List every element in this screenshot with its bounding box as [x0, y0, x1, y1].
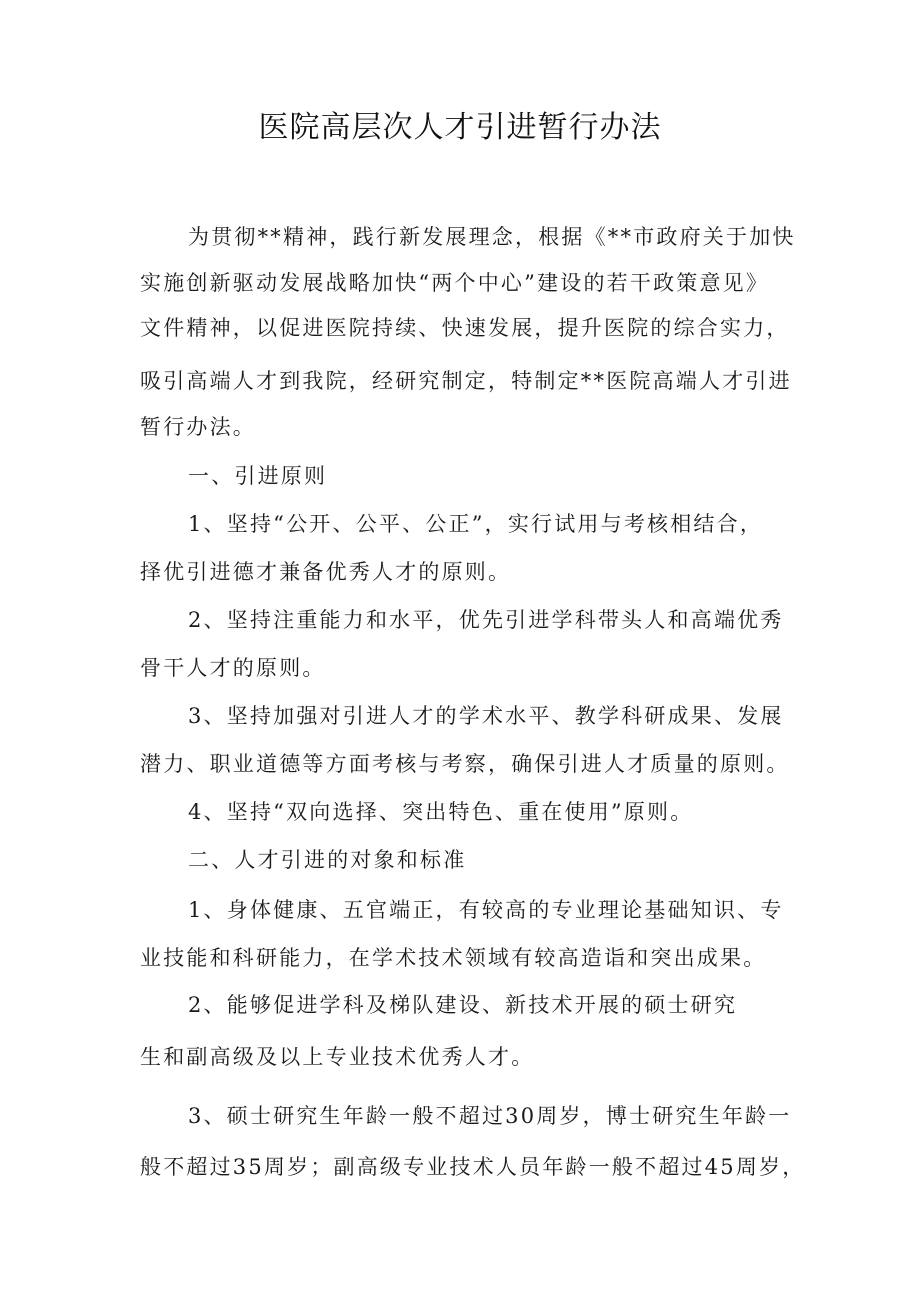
- document-title: 医院高层次人才引进暂行办法: [258, 110, 662, 145]
- text-line: 3、硕士研究生年龄一般不超过30周岁，博士研究生年龄一: [188, 1104, 792, 1128]
- text-line: 为贯彻**精神，践行新发展理念，根据《**市政府关于加快: [188, 225, 796, 249]
- text-line: 择优引进德才兼备优秀人才的原则。: [140, 560, 512, 584]
- text-line: 业技能和科研能力，在学术技术领域有较高造诣和突出成果。: [140, 946, 767, 970]
- text-line: 吸引高端人才到我院，经研究制定，特制定**医院高端人才引进: [140, 369, 792, 393]
- text-line: 暂行办法。: [140, 415, 256, 439]
- text-line: 生和副高级及以上专业技术优秀人才。: [140, 1045, 535, 1069]
- text-line: 4、坚持“双向选择、突出特色、重在使用”原则。: [188, 800, 694, 824]
- text-line: 潜力、职业道德等方面考核与考察，确保引进人才质量的原则。: [140, 752, 790, 776]
- section-heading: 二、人才引进的对象和标准: [188, 848, 467, 872]
- text-line: 实施创新驱动发展战略加快“两个中心”建设的若干政策意见》: [140, 271, 770, 295]
- text-line: 骨干人才的原则。: [140, 656, 326, 680]
- text-line: 1、坚持“公开、公平、公正”，实行试用与考核相结合，: [188, 512, 764, 536]
- text-line: 2、能够促进学科及梯队建设、新技术开展的硕士研究: [188, 993, 738, 1017]
- text-line: 3、坚持加强对引进人才的学术水平、教学科研成果、发展: [188, 704, 784, 728]
- text-line: 文件精神，以促进医院持续、快速发展，提升医院的综合实力，: [140, 316, 790, 340]
- text-line: 般不超过35周岁；副高级专业技术人员年龄一般不超过45周岁，: [140, 1155, 806, 1179]
- section-heading: 一、引进原则: [188, 464, 328, 488]
- text-line: 1、身体健康、五官端正，有较高的专业理论基础知识、专: [188, 898, 784, 922]
- text-line: 2、坚持注重能力和水平，优先引进学科带头人和高端优秀: [188, 608, 784, 632]
